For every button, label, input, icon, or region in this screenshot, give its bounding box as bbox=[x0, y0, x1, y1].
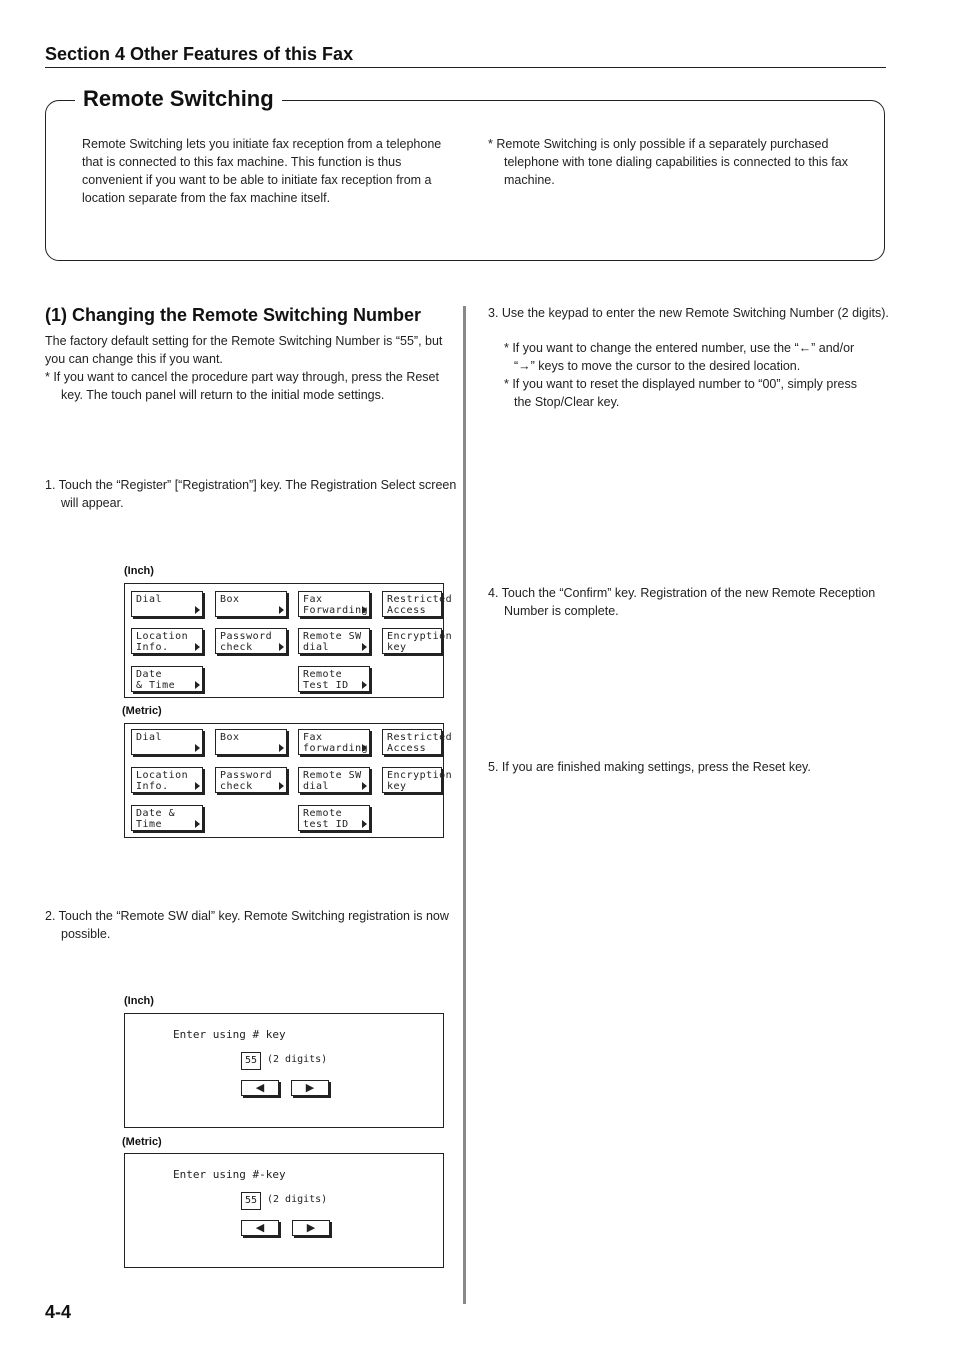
column-divider bbox=[463, 306, 466, 1304]
arrow-icon bbox=[362, 643, 367, 651]
restricted-access-key[interactable] bbox=[382, 591, 453, 617]
box-key[interactable] bbox=[215, 591, 287, 617]
key-label: Date & Time bbox=[136, 669, 176, 691]
password-check-key[interactable] bbox=[215, 628, 287, 654]
dial-key[interactable] bbox=[131, 729, 203, 755]
key-label: Restricted Access bbox=[387, 732, 453, 754]
entry-prompt: Enter using #-key bbox=[173, 1168, 286, 1181]
encryption-key-key[interactable] bbox=[382, 767, 453, 793]
remote-number-field[interactable]: 55 bbox=[241, 1052, 261, 1070]
location-info-key[interactable] bbox=[131, 628, 203, 654]
key-label: Encryption key bbox=[387, 631, 453, 653]
arrow-icon bbox=[195, 643, 200, 651]
registration-panel-metric bbox=[124, 723, 453, 838]
arrow-icon bbox=[195, 606, 200, 614]
step-3-notes bbox=[488, 339, 873, 411]
location-info-key[interactable] bbox=[131, 767, 203, 793]
left-arrow-button[interactable]: ◀ bbox=[241, 1220, 279, 1236]
password-check-key[interactable] bbox=[215, 767, 287, 793]
fax-forwarding-key[interactable] bbox=[298, 729, 370, 755]
arrow-icon bbox=[279, 782, 284, 790]
key-label: Date & Time bbox=[136, 808, 176, 830]
key-label: Remote SW dial bbox=[303, 631, 362, 653]
section-title: Section 4 Other Features of this Fax bbox=[45, 44, 354, 64]
key-label: Encryption key bbox=[387, 770, 453, 792]
key-label: Remote SW dial bbox=[303, 770, 362, 792]
arrow-icon bbox=[195, 744, 200, 752]
arrow-icon bbox=[362, 782, 367, 790]
header-rule bbox=[45, 67, 886, 68]
arrow-icon bbox=[279, 606, 284, 614]
left-arrow-button[interactable]: ◀ bbox=[241, 1080, 279, 1096]
date-time-key[interactable] bbox=[131, 666, 203, 692]
remote-number-field[interactable]: 55 bbox=[241, 1192, 261, 1210]
step-1: 1. Touch the “Register” [“Registration”] key. The Registration Select screen will appear. bbox=[45, 478, 457, 510]
key-label: Restricted Access bbox=[387, 594, 453, 616]
arrow-icon bbox=[195, 782, 200, 790]
digits-hint: (2 digits) bbox=[267, 1194, 328, 1205]
key-label: Box bbox=[220, 732, 240, 743]
arrow-icon bbox=[279, 744, 284, 752]
remote-sw-dial-key[interactable] bbox=[298, 628, 370, 654]
fax-forwarding-key[interactable] bbox=[298, 591, 370, 617]
step-3-note-2: * If you want to reset the displayed number to “00”, simply press the Stop/Clear key. bbox=[504, 377, 857, 409]
restricted-access-key[interactable] bbox=[382, 729, 453, 755]
remote-test-id-key[interactable] bbox=[298, 666, 370, 692]
cancel-note: * If you want to cancel the procedure part way through, press the Reset key. The touch panel will return to the initial mode settings. bbox=[45, 370, 439, 402]
right-arrow-button[interactable]: ▶ bbox=[292, 1220, 330, 1236]
step-3: 3. Use the keypad to enter the new Remote Switching Number (2 digits). bbox=[488, 306, 889, 320]
default-text: The factory default setting for the Remote Switching Number is “55”, but you can change this if you want. bbox=[45, 334, 443, 366]
key-label: Password check bbox=[220, 631, 273, 653]
step-5: 5. If you are finished making settings, press the Reset key. bbox=[488, 760, 811, 774]
arrow-icon bbox=[362, 606, 367, 614]
registration-panel-inch bbox=[124, 583, 453, 698]
feature-note: * Remote Switching is only possible if a separately purchased telephone with tone dialing capabilities is connected to this fax machine. bbox=[488, 137, 848, 187]
right-arrow-button[interactable]: ▶ bbox=[291, 1080, 329, 1096]
remote-sw-dial-key[interactable] bbox=[298, 767, 370, 793]
entry-panel-metric bbox=[124, 1153, 444, 1268]
feature-title: Remote Switching bbox=[75, 86, 282, 112]
key-label: Box bbox=[220, 594, 240, 605]
digits-hint: (2 digits) bbox=[267, 1054, 328, 1065]
arrow-icon bbox=[279, 643, 284, 651]
page-number: 4-4 bbox=[45, 1302, 72, 1322]
key-label: Fax Forwarding bbox=[303, 594, 369, 616]
entry-prompt: Enter using # key bbox=[173, 1028, 286, 1041]
key-label: Dial bbox=[136, 732, 163, 743]
procedure-heading: (1) Changing the Remote Switching Number bbox=[45, 305, 422, 325]
arrow-icon bbox=[362, 820, 367, 828]
key-label: Location Info. bbox=[136, 770, 189, 792]
entry-label-metric: (Metric) bbox=[122, 1136, 162, 1148]
key-label: Remote Test ID bbox=[303, 669, 349, 691]
date-time-key[interactable] bbox=[131, 805, 203, 831]
arrow-icon bbox=[362, 744, 367, 752]
key-label: Location Info. bbox=[136, 631, 189, 653]
panel-label-inch: (Inch) bbox=[124, 565, 154, 577]
dial-key[interactable] bbox=[131, 591, 203, 617]
entry-label-inch: (Inch) bbox=[124, 995, 154, 1007]
step-4: 4. Touch the “Confirm” key. Registration of the new Remote Reception Number is complete. bbox=[488, 586, 876, 618]
arrow-icon bbox=[362, 681, 367, 689]
feature-intro: Remote Switching lets you initiate fax reception from a telephone that is connected to this fax machine. This function is thus convenient if you want to be able to initiate fax reception from a location separate from the fax machine itself. bbox=[82, 137, 442, 205]
step-2: 2. Touch the “Remote SW dial” key. Remote Switching registration is now possible. bbox=[45, 909, 449, 941]
entry-panel-inch bbox=[124, 1013, 444, 1128]
step-3-note-1: * If you want to change the entered number, use the “←” and/or “→” keys to move the cursor to the desired location. bbox=[504, 341, 855, 373]
key-label: Fax forwarding bbox=[303, 732, 369, 754]
key-label: Password check bbox=[220, 770, 273, 792]
key-label: Remote test ID bbox=[303, 808, 349, 830]
arrow-icon bbox=[195, 681, 200, 689]
box-key[interactable] bbox=[215, 729, 287, 755]
arrow-icon bbox=[195, 820, 200, 828]
key-label: Dial bbox=[136, 594, 163, 605]
remote-test-id-key[interactable] bbox=[298, 805, 370, 831]
panel-label-metric: (Metric) bbox=[122, 705, 162, 717]
encryption-key-key[interactable] bbox=[382, 628, 453, 654]
